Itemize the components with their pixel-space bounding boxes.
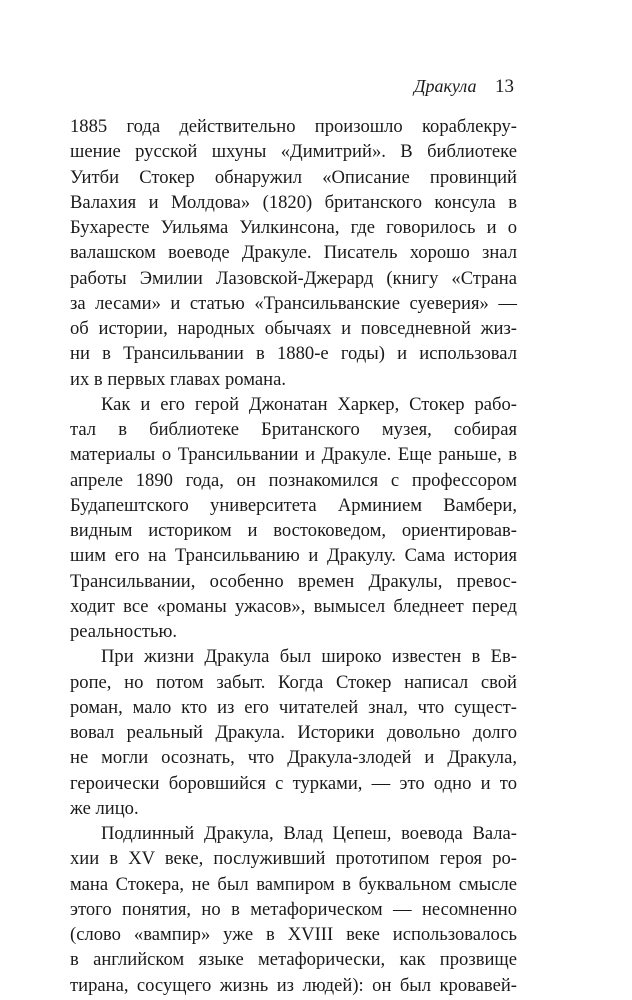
- text-line: материалы о Трансильвании и Дракуле. Еще раньше, в: [70, 444, 517, 466]
- text-line: в английском языке метафорически, как прозвище: [70, 949, 517, 971]
- text-line: их в первых главах романа.: [70, 368, 286, 390]
- text-line: валашском воеводе Дракуле. Писатель хорошо знал: [70, 242, 517, 264]
- page-number: 13: [495, 76, 514, 97]
- text-line: тирана, сосущего жизнь из людей): он был кровавей-: [70, 974, 517, 996]
- text-line: этого понятия, но в метафорическом — несомненно: [70, 898, 517, 920]
- text-line: ни в Трансильвании в 1880-е годы) и использовал: [70, 343, 517, 365]
- text-line: роман, мало кто из его читателей знал, что сущест-: [70, 696, 517, 718]
- text-line: же лицо.: [70, 797, 139, 819]
- running-head-title: Дракула: [414, 76, 477, 96]
- text-line: реальностью.: [70, 621, 178, 642]
- text-line: ропе, но потом забыт. Когда Стокер написал свой: [70, 671, 517, 693]
- text-line: об истории, народных обычаях и повседневной жиз-: [70, 318, 517, 339]
- text-line: апреле 1890 года, он познакомился с профессором: [70, 469, 517, 491]
- text-line: тал в библиотеке Британского музея, собирая: [70, 419, 517, 440]
- text-line: видным историком и востоковедом, ориентировав-: [70, 520, 517, 541]
- text-line: 1885 года действительно произошло кораблекру-: [70, 116, 517, 137]
- text-line: не могли осознать, что Дракула-злодей и Дракула,: [70, 747, 517, 769]
- text-line: Трансильвании, особенно времен Дракулы, превос-: [70, 570, 517, 592]
- text-line: Уитби Стокер обнаружил «Описание провинций: [70, 166, 517, 188]
- text-line: за лесами» и статью «Трансильванские суеверия» —: [70, 292, 517, 314]
- running-head: [414, 74, 514, 99]
- text-line: Будапештского университета Арминием Вамбери,: [70, 494, 517, 516]
- text-line: Бухаресте Уильяма Уилкинсона, где говорилось и о: [70, 217, 517, 238]
- text-line: шим его на Трансильванию и Дракулу. Сама история: [70, 545, 517, 567]
- text-line: Как и его герой Джонатан Харкер, Стокер рабо-: [101, 393, 517, 415]
- text-line: Валахия и Молдова» (1820) британского консула в: [70, 191, 517, 213]
- text-line: шение русской шхуны «Димитрий». В библиотеке: [70, 141, 517, 163]
- text-line: работы Эмилии Лазовской-Джерард (книгу «Страна: [70, 267, 517, 289]
- text-line: хии в XV веке, послуживший прототипом героя ро-: [70, 848, 517, 870]
- text-line: (слово «вампир» уже в XVIII веке использовалось: [70, 924, 517, 945]
- text-line: героически боровшийся с турками, — это одно и то: [70, 772, 517, 794]
- text-line: ходит все «романы ужасов», вымысел бледнеет перед: [70, 595, 517, 617]
- text-line: Подлинный Дракула, Влад Цепеш, воевода Вала-: [101, 823, 517, 844]
- text-line: мана Стокера, не был вампиром в буквальном смысле: [70, 873, 517, 895]
- text-line: вовал реальный Дракула. Историки довольно долго: [70, 722, 517, 743]
- text-line: При жизни Дракула был широко известен в Ев-: [101, 646, 517, 668]
- body-text: [70, 114, 517, 998]
